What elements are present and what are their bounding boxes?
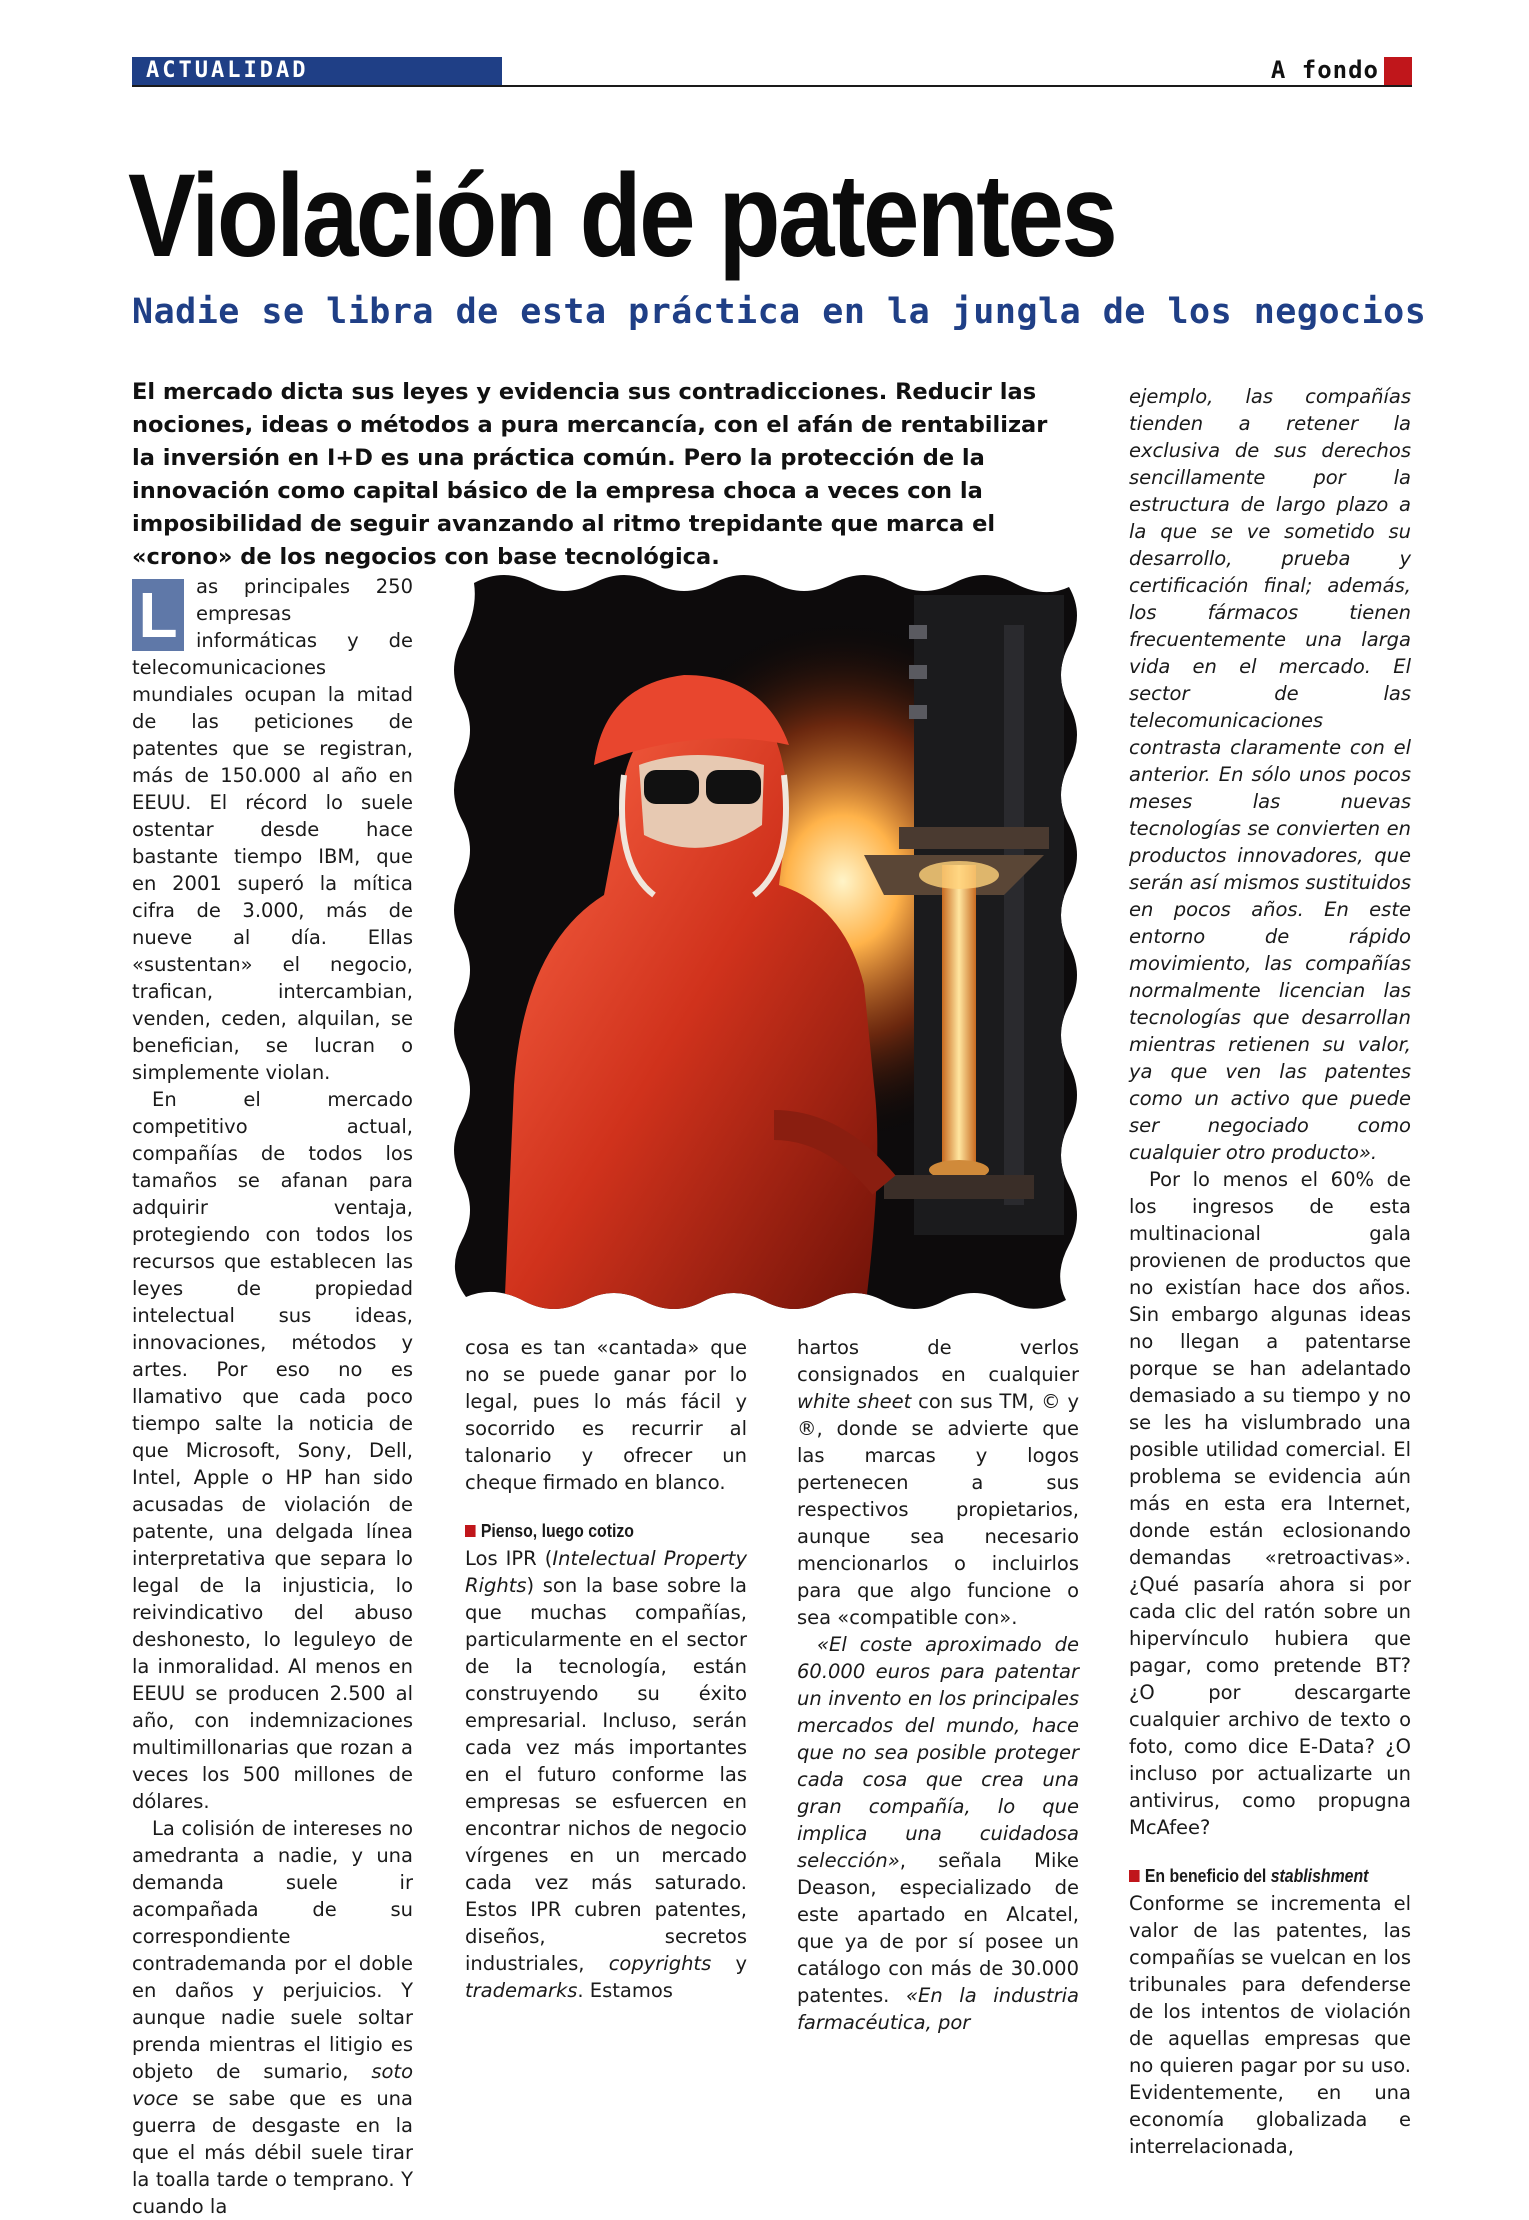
- column4-paragraph: ejemplo, las compañías tienden a retener la exclusiva de sus derechos sencillamente por la estructura de largo plazo a la que se ve sometido su desarrollo, prueba y certificación final; además, los fármacos tienen frecuentemente una larga vida en el mercado. El sector de las telecomunicaciones contrasta claramente con el anterior. En sólo unos pocos meses las nuevas tecnologías se convierten en productos innovadores, que serán así mismos sustituidos en pocos años. En este entorno de rápido movimiento, las compañías normalmente licencian las tecnologías que desarrollan mientras retienen su valor, ya que ven las patentes como un activo que puede ser negociado como cualquier otro producto».: [1129, 385, 1411, 1164]
- column3-paragraph: hartos de verlos consignados en cualquier white sheet con sus TM, © y ®, donde se advierte que las marcas y logos pertenecen a sus respectivos propietarios, aunque sea necesario mencionarlos o incluirlos para que algo funcione o sea «compatible con».: [797, 1336, 1079, 1629]
- header-rule: [132, 85, 1412, 87]
- lab-technician-photo-icon: [444, 565, 1087, 1318]
- section-heading: En beneficio del stablishment: [1129, 1863, 1377, 1890]
- headline: Violación de patentes: [128, 150, 1116, 282]
- article-column-1: [132, 573, 413, 2220]
- column4-paragraph: Por lo menos el 60% de los ingresos de esta multinacional gala provienen de productos que no existían hace dos años. Sin embargo algunas ideas no llegan a patentarse porque se han adelantado demasiado a su tiempo y no se les ha vislumbrado una posible utilidad comercial. El problema se evidencia aún más en esta era Internet, donde están eclosionando demandas «retroactivas». ¿Qué pasaría ahora si por cada clic del ratón sobre un hipervínculo hubiera que pagar, como pretende BT? ¿O por descargarte cualquier archivo de texto o foto, como dice E-Data? ¿O incluso por actualizarte un antivirus, como propugna McAfee?: [1129, 1168, 1411, 1839]
- section-heading: Pienso, luego cotizo: [465, 1518, 713, 1545]
- section-marker-icon: [465, 1525, 476, 1537]
- column1-paragraph: En el mercado competitivo actual, compañías de todos los tamaños se afanan para adquirir ventaja, protegiendo con todos los recursos que establecen las leyes de propiedad intelectual sus ideas, innovaciones, métodos y artes. Por eso no es llamativo que cada poco tiempo salte la noticia de que Microsoft, Sony, Dell, Intel, Apple o HP han sido acusadas de violación de patente, una delgada línea interpretativa que separa lo legal de la injusticia, lo reivindicativo del abuso deshonesto, lo leguleyo de la inmoralidad. Al menos en EEUU se producen 2.500 al año, con indemnizaciones multimillonarias que rozan a veces los 500 millones de dólares.: [132, 1088, 413, 1813]
- category-label: A fondo: [1270, 56, 1379, 84]
- category-marker: [1384, 57, 1412, 85]
- section-marker-icon: [1129, 1870, 1140, 1882]
- column3-paragraph: «El coste aproximado de 60.000 euros para patentar un invento en los principales mercados del mundo, hace que no sea posible proteger cada cosa que crea una gran compañía, lo que implica una cuidadosa selección», señala Mike Deason, especializado de este apartado en Alcatel, que ya de por sí posee un catálogo con más de 30.000 patentes. «En la industria farmacéutica, por: [797, 1633, 1080, 2034]
- column2-paragraph: Los IPR (Intelectual Property Rights) son la base sobre la que muchas compañías, particularmente en el sector de la tecnología, están construyendo su éxito empresarial. Incluso, serán cada vez más importantes en el futuro conforme las empresas se esfuercen en encontrar nichos de negocio vírgenes en un mercado cada vez más saturado. Estos IPR cubren patentes, diseños, secretos industriales, copyrights y trademarks. Estamos: [465, 1547, 747, 2002]
- article-column-4: [1129, 383, 1411, 2160]
- section-label: ACTUALIDAD: [132, 57, 502, 85]
- article-column-2: [465, 1334, 747, 2004]
- drop-cap: L: [132, 579, 184, 651]
- column4-paragraph: Conforme se incrementa el valor de las patentes, las compañías se vuelcan en los tribunales para defenderse de los intentos de violación de aquellas empresas que no quieren pagar por su uso. Evidentemente, en una economía globalizada e interrelacionada,: [1129, 1892, 1411, 2158]
- column1-paragraph: as principales 250 empresas informáticas y de telecomunicaciones mundiales ocupan la mitad de las peticiones de patentes que se registran, más de 150.000 al año en EEUU. El récord lo suele ostentar desde hace bastante tiempo IBM, que en 2001 superó la mítica cifra de 3.000, más de nueve al día. Ellas «sustentan» el negocio, trafican, intercambian, venden, ceden, alquilan, se benefician, se lucran o simplemente violan.: [132, 575, 413, 1084]
- intro-paragraph: El mercado dicta sus leyes y evidencia sus contradicciones. Reducir las nociones, ideas o métodos a pura mercancía, con el afán de rentabilizar la inversión en I+D es una práctica común. Pero la protección de la innovación como capital básico de la empresa choca a veces con la imposibilidad de seguir avanzando al ritmo trepidante que marca el «crono» de los negocios con base tecnológica.: [132, 379, 1048, 570]
- article-column-3: [797, 1334, 1079, 2036]
- column1-paragraph: La colisión de intereses no amedranta a nadie, y una demanda suele ir acompañada de su correspondiente contrademanda por el doble en daños y perjuicios. Y aunque nadie suele soltar prenda mientras el litigio es objeto de sumario, soto voce se sabe que es una guerra de desgaste en la que el más débil suele tirar la toalla tarde o temprano. Y cuando la: [132, 1817, 413, 2218]
- subheadline: Nadie se libra de esta práctica en la jungla de los negocios: [132, 292, 1427, 332]
- column2-paragraph: cosa es tan «cantada» que no se puede ganar por lo legal, pues lo más fácil y socorrido es recurrir al talonario y ofrecer un cheque firmado en blanco.: [465, 1336, 747, 1494]
